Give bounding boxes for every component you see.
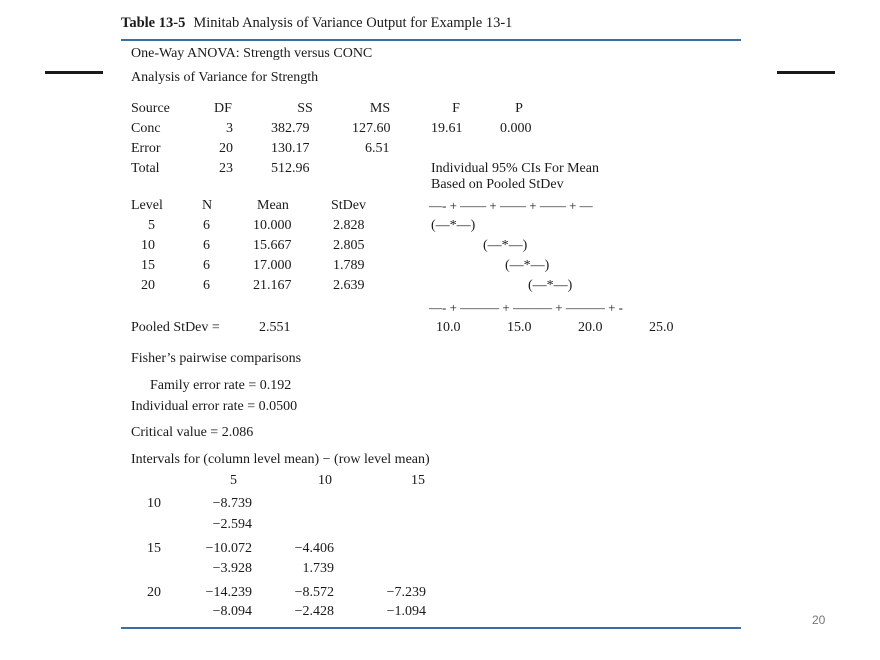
anova-row-total-ss: 512.96 [271, 161, 310, 176]
intervals-row-10-lower-5: −8.739 [212, 496, 252, 511]
level-row-5-stdev: 2.828 [333, 218, 365, 233]
level-row-5-n: 6 [203, 218, 210, 233]
level-row-10-mean: 15.667 [253, 238, 292, 253]
level-row-20-stdev: 2.639 [333, 278, 365, 293]
level-header-mean: Mean [257, 198, 289, 213]
ci-header-line2: Based on Pooled StDev [431, 177, 564, 192]
ci-bottom-axis: —- + ——— + ——— + ——— + - [429, 300, 623, 315]
pooled-stdev-value: 2.551 [259, 320, 291, 335]
individual-error-rate: Individual error rate = 0.0500 [131, 399, 298, 414]
anova-row-conc-df: 3 [226, 121, 233, 136]
anova-row-total-source: Total [131, 161, 160, 176]
level-row-15-n: 6 [203, 258, 210, 273]
top-rule [121, 39, 741, 41]
ci-mark-15: (—*—) [505, 258, 550, 273]
anova-row-conc-p: 0.000 [500, 121, 532, 136]
right-decorative-line [777, 71, 835, 74]
anova-header-ss: SS [297, 101, 313, 116]
intervals-row-20-lower-10: −8.572 [294, 585, 334, 600]
ci-tick-15: 15.0 [507, 320, 532, 335]
anova-header-source: Source [131, 101, 170, 116]
family-error-rate: Family error rate = 0.192 [150, 378, 292, 393]
slide-number: 20 [812, 613, 826, 627]
anova-heading: One-Way ANOVA: Strength versus CONC [131, 46, 373, 61]
critical-value: Critical value = 2.086 [131, 425, 254, 440]
intervals-row-15-upper-10: 1.739 [302, 561, 334, 576]
level-row-10-level: 10 [141, 238, 155, 253]
anova-header-p: P [515, 101, 523, 116]
anova-row-conc-source: Conc [131, 121, 161, 136]
intervals-row-15-lower-5: −10.072 [205, 541, 252, 556]
bottom-rule [121, 627, 741, 629]
fisher-heading: Fisher’s pairwise comparisons [131, 351, 302, 366]
level-row-15-mean: 17.000 [253, 258, 292, 273]
anova-row-error-df: 20 [219, 141, 233, 156]
level-header-level: Level [131, 198, 163, 213]
intervals-row-15-upper-5: −3.928 [212, 561, 252, 576]
level-row-10-stdev: 2.805 [333, 238, 365, 253]
intervals-row-15-lower-10: −4.406 [294, 541, 334, 556]
intervals-row-10-label: 10 [147, 496, 161, 511]
anova-header-ms: MS [369, 101, 391, 116]
left-decorative-line [45, 71, 103, 74]
level-row-15-stdev: 1.789 [333, 258, 365, 273]
anova-header-df: DF [214, 101, 232, 116]
anova-row-error-ss: 130.17 [271, 141, 310, 156]
intervals-row-15-label: 15 [147, 541, 161, 556]
level-row-5-level: 5 [148, 218, 155, 233]
intervals-row-20-upper-15: −1.094 [386, 604, 426, 619]
intervals-row-20-upper-10: −2.428 [294, 604, 334, 619]
ci-top-axis: —- + —— + —— + —— + — [429, 198, 593, 213]
ci-tick-20: 20.0 [578, 320, 603, 335]
anova-row-error-source: Error [131, 141, 161, 156]
anova-header-f: F [452, 101, 460, 116]
intervals-row-20-upper-5: −8.094 [212, 604, 252, 619]
anova-row-conc-f: 19.61 [431, 121, 463, 136]
anova-row-total-df: 23 [219, 161, 233, 176]
level-row-20-mean: 21.167 [253, 278, 292, 293]
anova-row-error-ms: 6.51 [365, 141, 390, 156]
intervals-heading: Intervals for (column level mean) − (row level mean) [131, 452, 430, 467]
intervals-col-10: 10 [318, 473, 332, 488]
intervals-row-20-lower-15: −7.239 [386, 585, 426, 600]
intervals-col-5: 5 [230, 473, 237, 488]
level-row-20-n: 6 [203, 278, 210, 293]
ci-tick-10: 10.0 [436, 320, 461, 335]
ci-mark-10: (—*—) [483, 238, 528, 253]
pooled-stdev-label: Pooled StDev = [131, 320, 220, 335]
level-row-20-level: 20 [141, 278, 155, 293]
anova-row-conc-ss: 382.79 [271, 121, 310, 136]
ci-mark-20: (—*—) [528, 278, 573, 293]
analysis-heading: Analysis of Variance for Strength [131, 70, 319, 85]
level-row-15-level: 15 [141, 258, 155, 273]
ci-tick-25: 25.0 [649, 320, 674, 335]
level-header-stdev: StDev [331, 198, 366, 213]
level-row-5-mean: 10.000 [253, 218, 292, 233]
intervals-row-20-label: 20 [147, 585, 161, 600]
intervals-row-20-lower-5: −14.239 [205, 585, 252, 600]
intervals-col-15: 15 [411, 473, 425, 488]
ci-header-line1: Individual 95% CIs For Mean [431, 161, 599, 176]
table-number: Table 13-5 [121, 15, 186, 31]
anova-row-conc-ms: 127.60 [352, 121, 391, 136]
level-row-10-n: 6 [203, 238, 210, 253]
table-title [121, 15, 512, 32]
ci-mark-5: (—*—) [431, 218, 476, 233]
level-header-n: N [202, 198, 213, 213]
intervals-row-10-upper-5: −2.594 [212, 517, 252, 532]
table-caption: Minitab Analysis of Variance Output for Example 13-1 [193, 15, 513, 31]
